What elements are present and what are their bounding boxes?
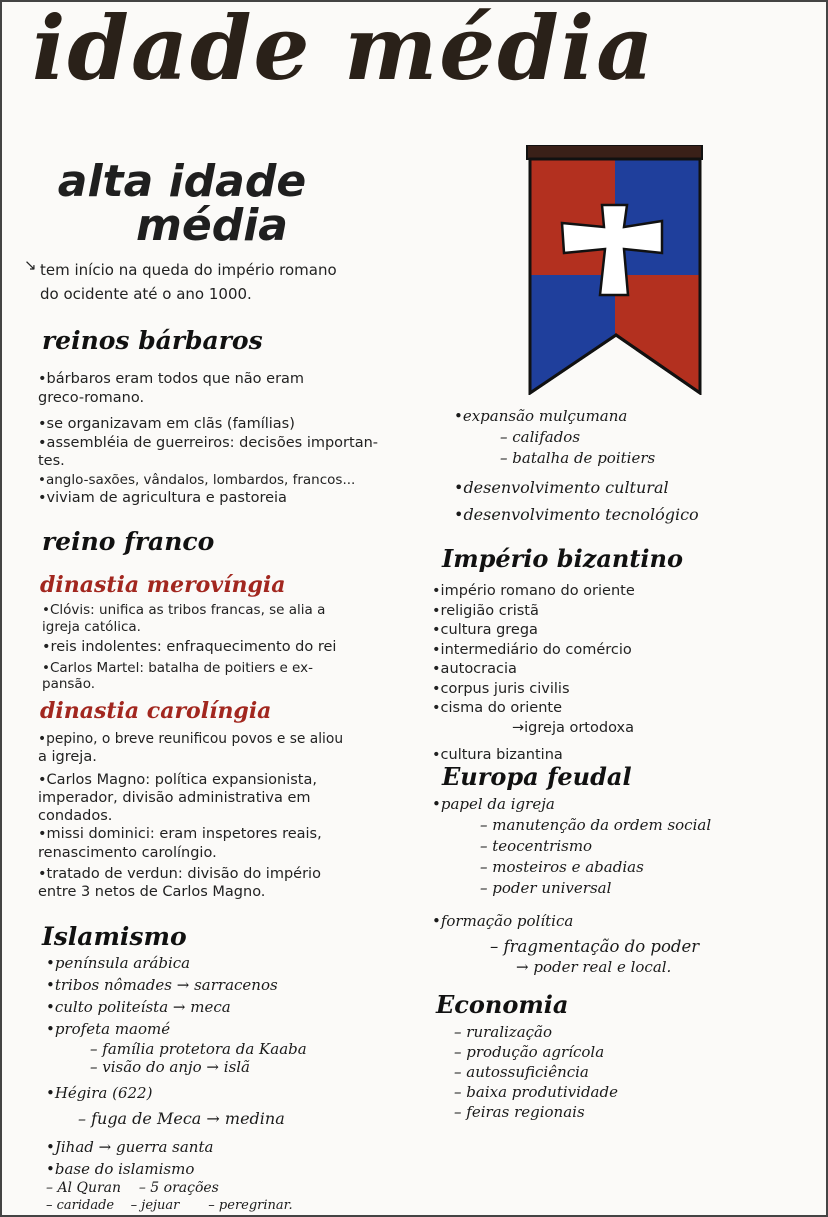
- islamismo-list: [46, 952, 307, 1214]
- list-item: – família protetora da Kaaba: [90, 1040, 307, 1058]
- list-item: – batalha de poitiers: [500, 449, 656, 467]
- list-item: •profeta maomé: [46, 1020, 171, 1038]
- list-item: •tratado de verdun: divisão do império: [38, 866, 321, 883]
- list-item: – ruralização: [454, 1023, 553, 1041]
- list-item: •se organizavam em clãs (famílias): [38, 416, 295, 432]
- carolingia-list: [38, 730, 343, 902]
- heading-islamismo: Islamismo: [42, 922, 187, 951]
- list-item: •assembléia de guerreiros: decisões importan-: [38, 434, 378, 451]
- list-item: – fragmentação do poder: [490, 937, 700, 956]
- heading-dinastia-carolingia: dinastia carolíngia: [40, 698, 272, 724]
- list-item: •Carlos Magno: política expansionista,: [38, 771, 317, 788]
- economia-list: [454, 1022, 618, 1122]
- list-item: •bárbaros eram todos que não eram: [38, 371, 305, 387]
- list-item: greco-romano.: [38, 389, 145, 406]
- list-item: •autocracia: [432, 661, 517, 677]
- list-item: •cultura bizantina: [432, 747, 563, 763]
- expansao-list: [454, 406, 699, 525]
- list-item: •reis indolentes: enfraquecimento do rei: [42, 639, 337, 655]
- list-item: – feiras regionais: [454, 1103, 585, 1121]
- list-item: – teocentrismo: [480, 837, 593, 855]
- heading-dinastia-merovingia: dinastia merovíngia: [40, 572, 286, 598]
- list-item: •cisma do oriente: [432, 700, 562, 716]
- list-item: •expansão mulçumana: [454, 407, 628, 425]
- list-item: •culto politeísta → meca: [46, 998, 231, 1016]
- list-item: tes.: [38, 453, 65, 469]
- list-item: •base do islamismo: [46, 1160, 195, 1178]
- list-item: pansão.: [42, 676, 96, 692]
- reinos-barbaros-list: [38, 370, 378, 508]
- list-item: •pepino, o breve reunificou povos e se aliou: [38, 731, 344, 747]
- list-item: renascimento carolíngio.: [38, 844, 217, 861]
- list-item: •cultura grega: [432, 622, 538, 638]
- list-item: – baixa produtividade: [454, 1083, 618, 1101]
- list-item: •Clóvis: unifica as tribos francas, se alia a: [42, 602, 326, 618]
- list-item: •intermediário do comércio: [432, 641, 632, 658]
- list-item: •desenvolvimento tecnológico: [454, 505, 699, 524]
- list-item: – mosteiros e abadias: [480, 858, 644, 876]
- list-item: – califados: [500, 428, 581, 446]
- imperio-bizantino-list: [432, 582, 635, 766]
- list-item: •missi dominici: eram inspetores reais,: [38, 826, 322, 843]
- list-item: – poder universal: [480, 879, 612, 897]
- heading-reinos-barbaros: reinos bárbaros: [42, 326, 263, 355]
- heading-reino-franco: reino franco: [42, 527, 215, 556]
- list-item: entre 3 netos de Carlos Magno.: [38, 884, 266, 901]
- list-item: →igreja ortodoxa: [512, 719, 634, 736]
- list-item: – produção agrícola: [454, 1043, 605, 1061]
- heading-europa-feudal: Europa feudal: [442, 762, 632, 791]
- list-item: imperador, divisão administrativa em: [38, 789, 311, 806]
- list-item: – manutenção da ordem social: [480, 816, 712, 834]
- list-item: •viviam de agricultura e pastoreia: [38, 490, 287, 506]
- list-item: •anglo-saxões, vândalos, lombardos, francos...: [38, 471, 356, 488]
- list-item: •península arábica: [46, 954, 191, 972]
- page-title: idade média: [32, 0, 656, 100]
- list-item: – caridade – jejuar – peregrinar.: [46, 1198, 293, 1213]
- list-item: – Al Quran – 5 orações: [46, 1180, 219, 1196]
- list-item: •império romano do oriente: [432, 583, 635, 599]
- list-item: •formação política: [432, 912, 574, 930]
- list-item: •papel da igreja: [432, 795, 555, 813]
- europa-feudal-list: [432, 794, 711, 978]
- intro-arrow-icon: ↘: [24, 256, 37, 274]
- list-item: •corpus juris civilis: [432, 680, 570, 697]
- list-item: igreja católica.: [42, 618, 141, 635]
- list-item: •Hégira (622): [46, 1084, 153, 1102]
- merovingia-list: [42, 602, 336, 693]
- list-item: condados.: [38, 808, 113, 825]
- list-item: •desenvolvimento cultural: [454, 478, 669, 497]
- list-item: •Carlos Martel: batalha de poitiers e ex-: [42, 659, 313, 676]
- list-item: •Jihad → guerra santa: [46, 1138, 214, 1156]
- list-item: – visão do anjo → islã: [90, 1058, 251, 1076]
- list-item: → poder real e local.: [516, 958, 672, 976]
- intro-line: tem início na queda do império romano: [40, 261, 337, 279]
- intro-text: [40, 258, 337, 306]
- list-item: •religião cristã: [432, 602, 539, 619]
- subtitle-line-2: média: [136, 200, 288, 251]
- heading-imperio-bizantino: Império bizantino: [442, 544, 683, 573]
- list-item: •tribos nômades → sarracenos: [46, 976, 278, 994]
- cross-banner-icon: [522, 145, 707, 395]
- subtitle-line-1: alta idade: [57, 156, 307, 207]
- list-item: – autossuficiência: [454, 1063, 589, 1081]
- intro-line: do ocidente até o ano 1000.: [40, 285, 252, 303]
- list-item: a igreja.: [38, 749, 97, 766]
- list-item: – fuga de Meca → medina: [78, 1109, 285, 1128]
- section-title-alta-idade-media: [32, 156, 332, 251]
- heading-economia: Economia: [436, 990, 569, 1019]
